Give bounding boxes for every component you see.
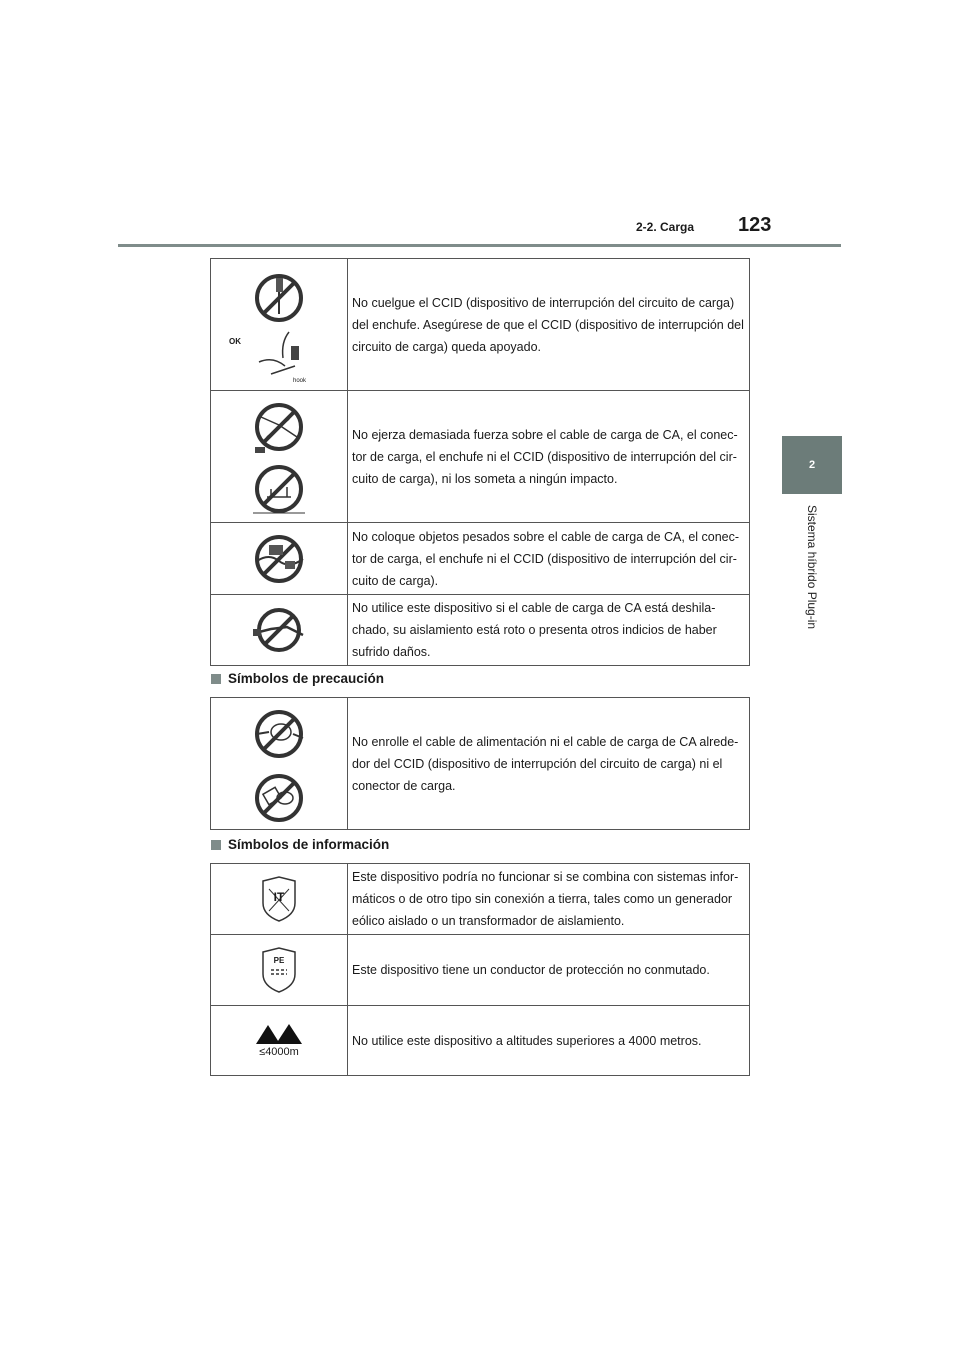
row-description: Este dispositivo tiene un conductor de protección no conmutado. <box>348 935 750 1006</box>
bullet-square-icon <box>211 840 221 850</box>
prohibition-table <box>210 258 750 666</box>
chapter-side-label <box>802 505 822 645</box>
header-divider <box>118 244 841 247</box>
row-description: No utilice este dispositivo si el cable de carga de CA está deshila-chado, su aislamiento está roto o presenta otros indicios de haber sufrido daños. <box>348 595 750 666</box>
section-title: 2-2. Carga <box>636 220 695 234</box>
precaution-title: Símbolos de precaución <box>228 671 385 686</box>
table-row <box>211 259 750 391</box>
pe-conductor-icon <box>259 946 299 994</box>
precaution-table <box>210 697 750 830</box>
no-hang-ccid-icon <box>211 262 347 388</box>
information-title: Símbolos de información <box>228 837 390 852</box>
no-heavy-objects-icon <box>211 531 347 587</box>
altitude-label: ≤4000m <box>259 1046 299 1058</box>
precaution-heading <box>211 671 384 686</box>
row-description: No coloque objetos pesados sobre el cable de carga de CA, el conec-tor de carga, el enchufe ni el CCID (dispositivo de interrupción del cir-cuito de carga). <box>348 523 750 595</box>
altitude-limit-icon <box>211 1023 347 1058</box>
it-system-icon <box>259 875 299 923</box>
information-heading <box>211 837 389 852</box>
bullet-square-icon <box>211 674 221 684</box>
ok-label: OK <box>229 336 241 346</box>
table-row <box>211 391 750 523</box>
row-description: No ejerza demasiada fuerza sobre el cable de carga de CA, el conec-tor de carga, el enchufe ni el CCID (dispositivo de interrupción del cir-cuito de carga), ni los someta a ningún impacto. <box>348 391 750 523</box>
chapter-number: 2 <box>808 459 816 471</box>
table-row <box>211 935 750 1006</box>
chapter-tab <box>782 436 842 494</box>
chapter-title: Sistema híbrido Plug-in <box>805 505 819 630</box>
it-label: IT <box>273 890 285 904</box>
no-damaged-cable-icon <box>211 605 347 655</box>
table-row <box>211 595 750 666</box>
no-coil-cable-icon <box>211 704 347 824</box>
table-row <box>211 864 750 935</box>
no-force-impact-icon <box>211 397 347 517</box>
pe-label: PE <box>273 956 285 965</box>
row-description: Este dispositivo podría no funcionar si se combina con sistemas infor-máticos o de otro tipo sin conexión a tierra, tales como un generador eólico aislado o un transformador de aislamiento. <box>348 864 750 935</box>
row-description: No cuelgue el CCID (dispositivo de interrupción del circuito de carga) del enchufe. Asegúrese de que el CCID (dispositivo de interrupción del circuito de carga) queda apoyado. <box>348 259 750 391</box>
table-row <box>211 698 750 830</box>
row-description: No utilice este dispositivo a altitudes superiores a 4000 metros. <box>348 1006 750 1076</box>
row-description: No enrolle el cable de alimentación ni el cable de carga de CA alrede-dor del CCID (dispositivo de interrupción del circuito de carga) ni el conector de carga. <box>348 698 750 830</box>
page-number: 123 <box>738 214 772 236</box>
information-table <box>210 863 750 1076</box>
table-row <box>211 523 750 595</box>
table-row <box>211 1006 750 1076</box>
hook-label: hook <box>293 377 307 384</box>
